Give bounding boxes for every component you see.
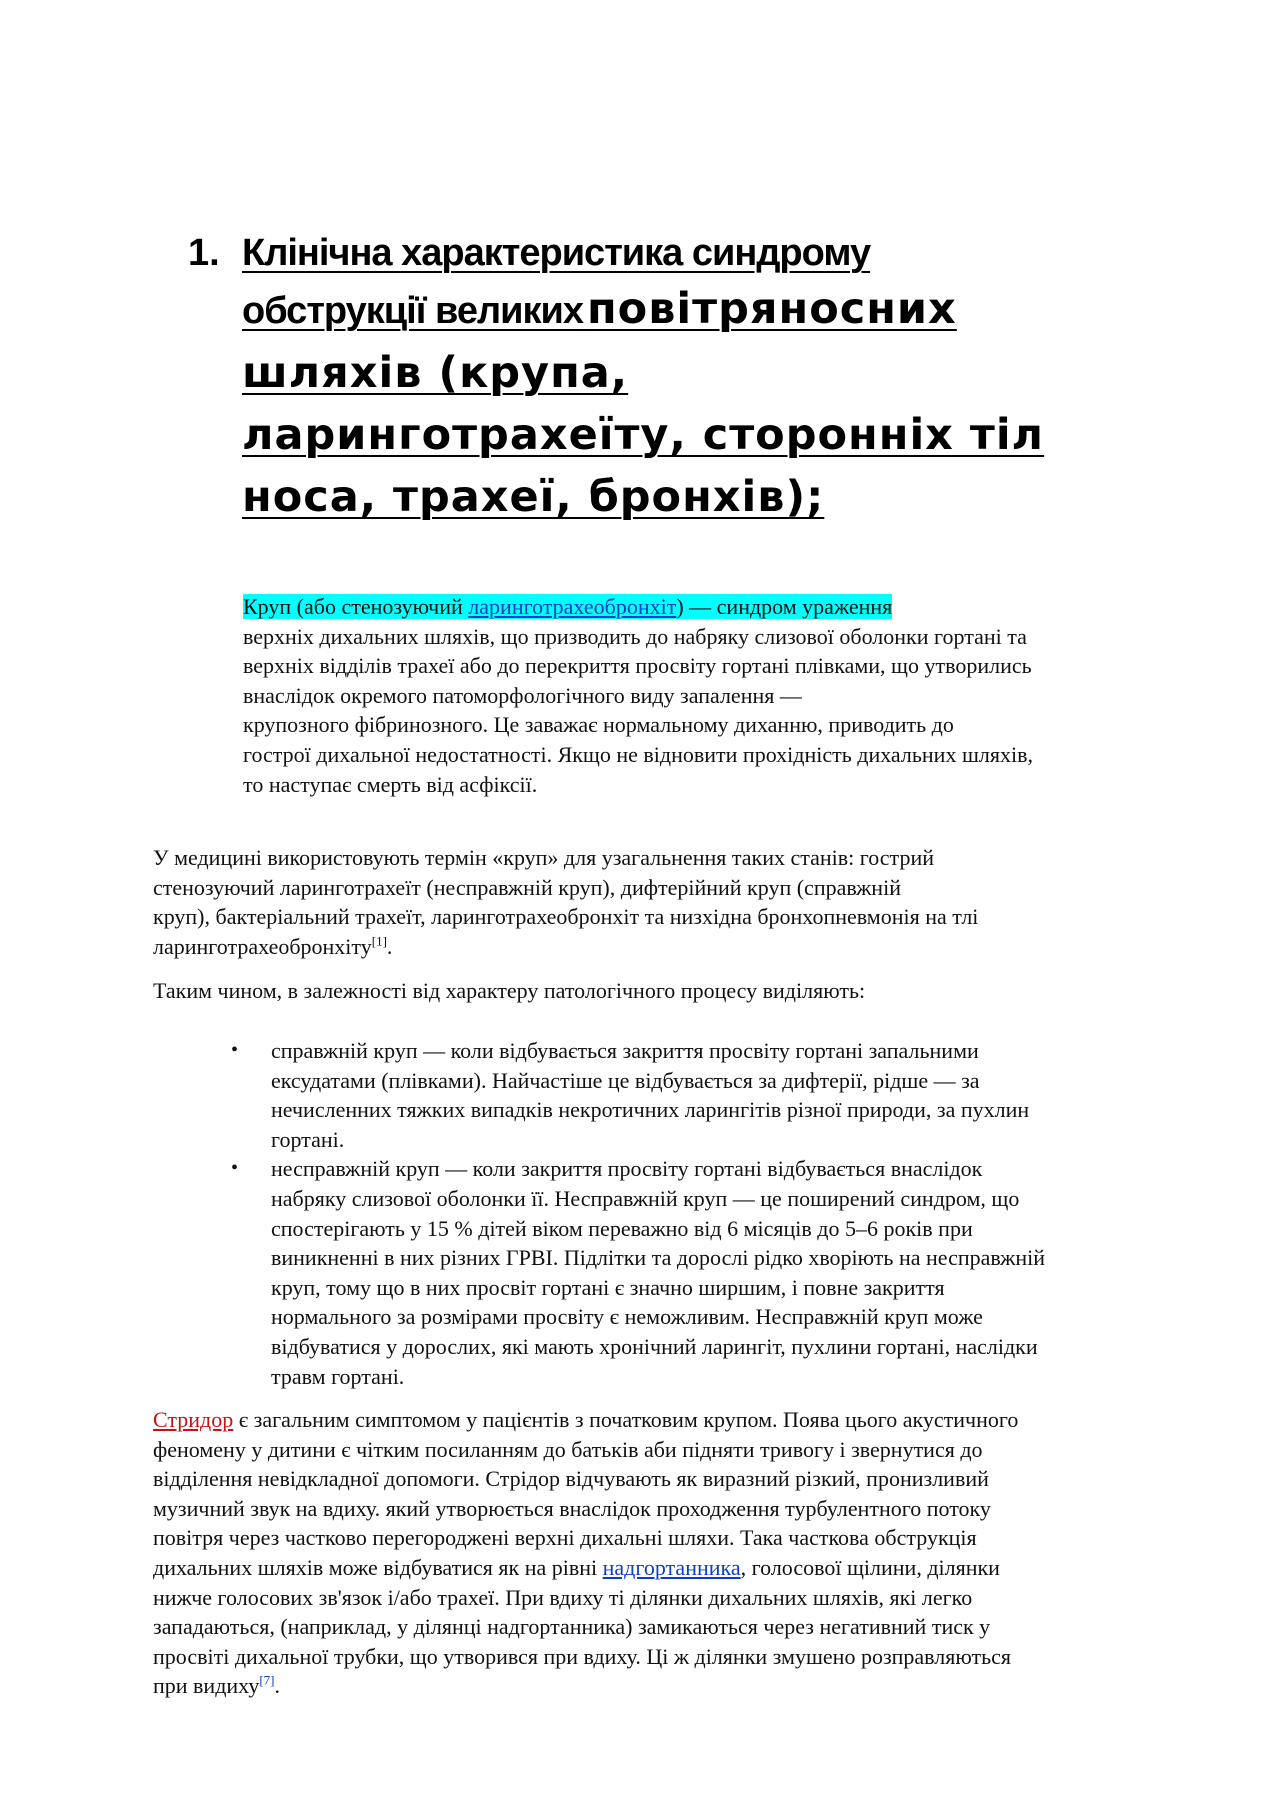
list-item — [153, 1154, 1188, 1391]
heading-line — [242, 278, 1188, 342]
paragraph-line — [153, 932, 1183, 962]
text-span: дихальних шляхів може відбуватися як на рівні — [153, 1554, 603, 1580]
heading-line: шляхів (крупа, — [242, 348, 629, 398]
text-span: . — [274, 1673, 281, 1699]
highlighted-text — [243, 594, 892, 619]
paragraph-croup-terms — [153, 843, 1183, 961]
intro-line: верхніх дихальних шляхів, що призводить до набряку слизової оболонки гортані та — [243, 623, 1027, 649]
text-span: , голосової щілини, ділянки — [740, 1554, 1000, 1580]
heading-line: носа, трахеї, бронхів); — [242, 472, 825, 522]
text-span: є загальним симптомом у пацієнтів з початковим крупом. Поява цього акустичного — [233, 1407, 1019, 1432]
list-line: нормального за розмірами просвіту є неможливим. Несправжній круп може — [271, 1304, 983, 1330]
intro-paragraph — [243, 592, 1183, 799]
text-span: . — [386, 933, 393, 959]
section-heading — [188, 230, 1188, 528]
paragraph-line — [153, 1671, 1183, 1701]
intro-line: гострої дихальної недостатності. Якщо не відновити прохідність дихальних шляхів, — [243, 741, 1033, 767]
list-line: круп, тому що в них просвіт гортані є значно ширшим, і повне закриття — [271, 1274, 945, 1300]
heading-number: 1. — [188, 232, 220, 274]
list-line: травм гортані. — [271, 1363, 405, 1389]
paragraph-line: відділення невідкладної допомоги. Стрідор відчувають як виразний різкий, пронизливий — [153, 1466, 989, 1492]
footnote-ref[interactable]: [1] — [371, 933, 387, 949]
paragraph-line: просвіті дихальної трубки, що утворився при вдиху. Ці ж ділянки змушено розправляються — [153, 1643, 1012, 1669]
link-stridor[interactable]: Стридор — [153, 1407, 234, 1432]
list-line: гортані. — [271, 1126, 345, 1152]
paragraph-line: повітря через частково перегороджені верхні дихальні шляхи. Така часткова обструкція — [153, 1525, 977, 1551]
list-line: набряку слизової оболонки її. Несправжній круп — це поширений синдром, що — [271, 1185, 1020, 1211]
paragraph-line: нижче голосових зв'язок і/або трахеї. При вдиху ті ділянки дихальних шляхів, які легко — [153, 1584, 973, 1610]
list-line: ексудатами (плівками). Найчастіше це відбувається за дифтерії, рідше — за — [271, 1067, 980, 1093]
heading-line: ларинготрахеїту, сторонніх тіл — [242, 410, 1045, 460]
link-epiglottis[interactable]: надгортанника — [602, 1554, 741, 1580]
paragraph-classification: Таким чином, в залежності від характеру патологічного процесу виділяють: — [153, 978, 866, 1003]
intro-line — [243, 592, 1183, 622]
croup-types-list — [153, 1036, 1188, 1391]
paragraph-line: стенозуючий ларинготрахеїт (несправжній круп), дифтерійний круп (справжній — [153, 874, 901, 900]
paragraph-line: круп), бактеріальний трахеїт, ларинготрахеобронхіт та низхідна бронхопневмонія на тлі — [153, 904, 979, 930]
paragraph-stridor — [153, 1405, 1183, 1701]
heading-line-part: обструкції великих — [242, 290, 583, 332]
link-laryngotracheobronchitis[interactable]: ларинготрахеобронхіт — [468, 594, 677, 619]
text-span: Круп (або стенозуючий — [243, 594, 469, 619]
paragraph-line: западаються, (наприклад, у ділянці надгортанника) замикаються через негативний тиск у — [153, 1614, 991, 1640]
paragraph-line — [153, 1405, 1183, 1435]
list-line: виникненні в них різних ГРВІ. Підлітки та дорослі рідко хворіють на несправжній — [271, 1245, 1045, 1271]
heading-line-part: повітряносних — [586, 284, 957, 334]
heading-text — [242, 230, 1188, 528]
list-line: відбуватися у дорослих, які мають хронічний ларингіт, пухлини гортані, наслідки — [271, 1333, 1038, 1359]
list-item — [153, 1036, 1188, 1154]
list-line: справжній круп — коли відбувається закриття просвіту гортані запальними — [271, 1038, 979, 1063]
intro-line: крупозного фібринозного. Це заважає нормальному диханню, приводить до — [243, 712, 954, 738]
bullet-icon: • — [231, 1039, 239, 1061]
bullet-icon: • — [231, 1157, 239, 1180]
heading-line: Клінічна характеристика синдрому — [242, 232, 871, 274]
text-span: ) — синдром ураження — [676, 594, 893, 619]
intro-line: внаслідок окремого патоморфологічного виду запалення — — [243, 682, 802, 708]
list-line: нечисленних тяжких випадків некротичних ларингітів різної природи, за пухлин — [271, 1097, 1030, 1123]
list-line: несправжній круп — коли закриття просвіту гортані відбувається внаслідок — [271, 1156, 983, 1182]
paragraph-line: У медицині використовують термін «круп» для узагальнення таких станів: гострий — [153, 845, 934, 870]
paragraph-line: феномену у дитини є чітким посиланням до батьків аби підняти тривогу і звернутися до — [153, 1436, 983, 1462]
intro-line: верхніх відділів трахеї або до перекриття просвіту гортані плівками, що утворились — [243, 653, 1032, 679]
list-line: спостерігають у 15 % дітей віком переважно від 6 місяців до 5–6 років при — [271, 1215, 973, 1241]
intro-line: то наступає смерть від асфіксії. — [243, 771, 538, 797]
text-span: ларинготрахеобронхіту — [153, 933, 372, 959]
footnote-ref[interactable]: [7] — [259, 1673, 275, 1689]
paragraph-line — [153, 1553, 1183, 1583]
text-span: при видиху — [153, 1673, 260, 1699]
paragraph-line: музичний звук на вдиху. який утворюється внаслідок проходження турбулентного потоку — [153, 1495, 991, 1521]
